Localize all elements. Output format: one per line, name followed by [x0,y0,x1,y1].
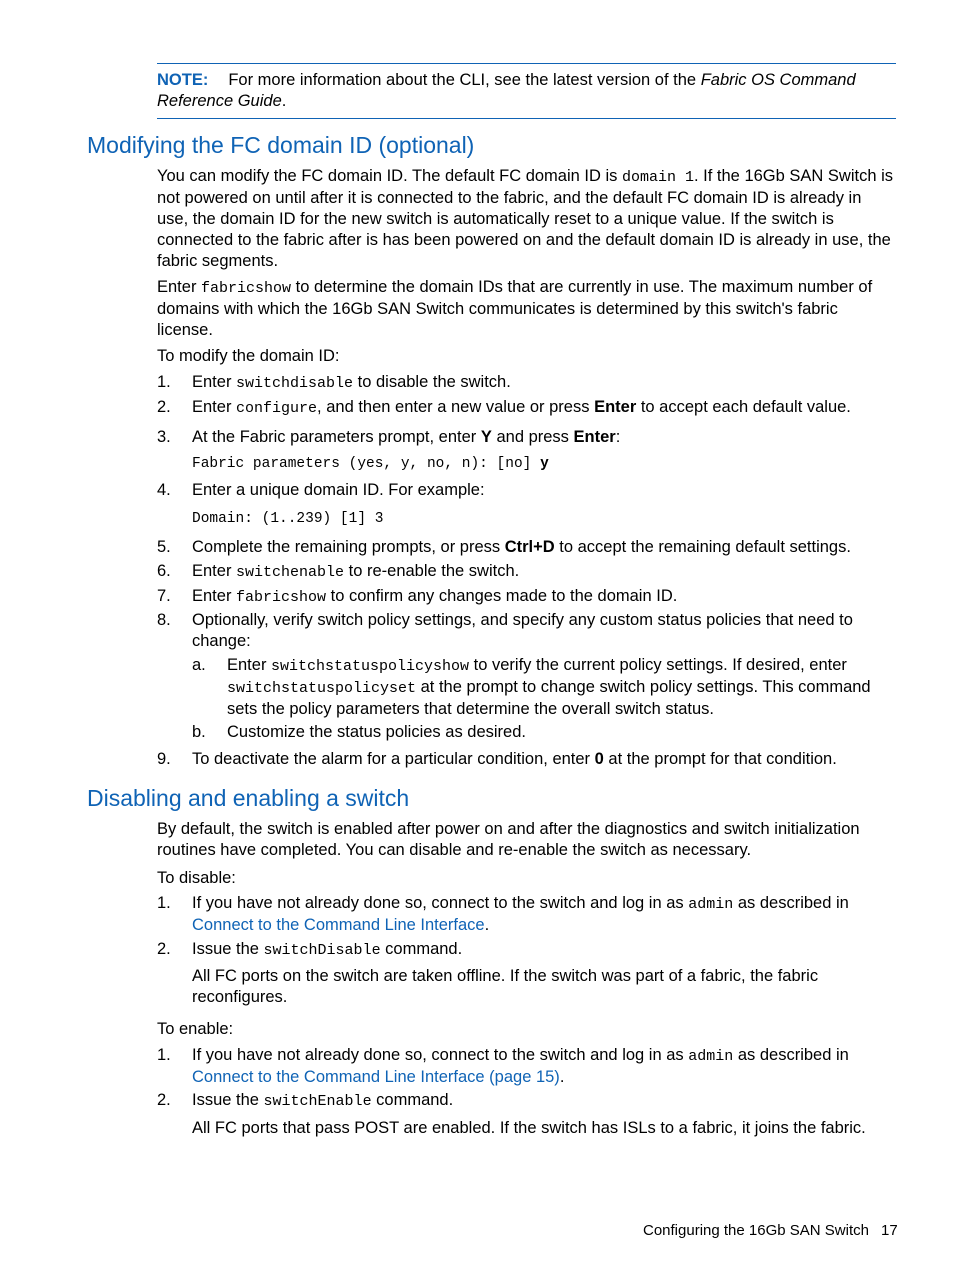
text: Enter [192,398,237,416]
text: Issue the [192,940,264,958]
list-number: 9. [157,750,171,768]
sub-list-item [192,722,897,743]
inline-code: switchstatuspolicyset [227,680,417,697]
section-heading-modify-domain-id: Modifying the FC domain ID (optional) [87,132,475,158]
text: Enter [192,562,237,580]
list-number: 1. [157,373,171,391]
text: to re-enable the switch. [344,562,520,580]
list-item [157,561,897,583]
list-number: 1. [157,894,171,912]
cli-connect-link[interactable]: Connect to the Command Line Interface [192,916,485,934]
list-number: 6. [157,562,171,580]
note-label: NOTE: [157,71,209,89]
list-item [157,893,897,936]
list-number: 4. [157,481,171,499]
text: to determine the domain IDs that are currently in use. The maximum number of domains with which the 16Gb SAN Switch communicates is determined by this switch's fabric license. [157,278,873,339]
text: command. [380,940,463,958]
paragraph: To disable: [157,869,236,887]
list-number: 8. [157,611,171,629]
list-item [157,1045,897,1088]
list-number: 2. [157,940,171,958]
text: and press [491,428,574,446]
list-item [157,480,897,501]
text: If you have not already done so, connect to the switch and log in as [192,894,689,912]
footer-title: Configuring the 16Gb SAN Switch [643,1222,869,1239]
text: command. [371,1091,454,1109]
inline-code: fabricshow [201,280,292,297]
text: Enter [192,373,237,391]
key-name: 0 [594,750,604,768]
text: as described in [733,1046,849,1064]
text: Issue the [192,1091,264,1109]
text: Enter [192,587,237,605]
list-item [157,749,897,770]
inline-code: fabricshow [236,589,327,606]
list-item [157,372,897,394]
inline-code: switchDisable [263,942,381,959]
text: . [559,1068,565,1086]
text: at the prompt to change switch policy settings. This command sets the policy parameters that determine the overall switch status. [227,678,871,718]
text: , and then enter a new value or press [317,398,595,416]
text: Enter [227,656,272,674]
list-item [157,427,897,448]
inline-code: admin [688,1048,734,1065]
key-name: Ctrl+D [504,538,555,556]
list-text: Enter a unique domain ID. For example: [192,481,485,499]
paragraph [157,277,897,341]
note-reference-title: Fabric OS Command Reference Guide [157,71,856,110]
inline-code: switchdisable [236,375,354,392]
paragraph: To enable: [157,1020,234,1038]
sub-list-item [192,655,897,720]
inline-code: switchstatuspolicyshow [271,658,470,675]
list-text: Customize the status policies as desired. [227,723,526,741]
list-item [157,610,897,652]
paragraph: To modify the domain ID: [157,347,340,365]
text: to disable the switch. [353,373,511,391]
list-number: 1. [157,1046,171,1064]
list-number: 5. [157,538,171,556]
text: to confirm any changes made to the domain ID. [326,587,678,605]
inline-code: switchenable [236,564,345,581]
list-item [157,939,897,961]
list-number: 7. [157,587,171,605]
list-letter: a. [192,656,206,674]
key-name: Y [480,428,492,446]
text: to accept the remaining default settings. [554,538,851,556]
list-letter: b. [192,723,206,741]
text: If you have not already done so, connect to the switch and log in as [192,1046,689,1064]
list-number: 2. [157,398,171,416]
text: At the Fabric parameters prompt, enter [192,428,481,446]
list-item [157,1090,897,1112]
inline-code: domain 1 [621,169,694,186]
paragraph: By default, the switch is enabled after power on and after the diagnostics and switch initialization routines have completed. You can disable and re-enable the switch as necessary. [157,820,860,859]
code-text: Fabric parameters (yes, y, no, n): [no] [192,456,541,472]
inline-code: admin [688,896,734,913]
list-item [157,586,897,608]
list-item [157,397,897,419]
page-number: 17 [881,1222,898,1239]
text: . [484,916,490,934]
list-text: Optionally, verify switch policy settings, and specify any custom status policies that need to change: [192,611,853,650]
note-text: For more information about the CLI, see the latest version of the [228,71,701,89]
text: : [615,428,621,446]
inline-code: switchEnable [263,1093,372,1110]
text: as described in [733,894,849,912]
cli-connect-page-link[interactable]: Connect to the Command Line Interface (page 15) [192,1068,560,1086]
inline-code: configure [236,400,318,417]
text: to accept each default value. [636,398,851,416]
text: to verify the current policy settings. If desired, enter [469,656,847,674]
paragraph [157,166,897,272]
paragraph: All FC ports that pass POST are enabled. If the switch has ISLs to a fabric, it joins the fabric. [192,1119,866,1137]
list-number: 2. [157,1091,171,1109]
note-box [157,63,896,119]
text: Complete the remaining prompts, or press [192,538,505,556]
text: at the prompt for that condition. [603,750,837,768]
code-input: y [540,456,549,472]
key-name: Enter [594,398,637,416]
code-example [192,454,549,475]
code-example: Domain: (1..239) [1] 3 [192,511,384,527]
note-text-end: . [281,92,287,110]
section-heading-disable-enable: Disabling and enabling a switch [87,785,410,811]
text: Enter [157,278,202,296]
paragraph: All FC ports on the switch are taken offline. If the switch was part of a fabric, the fabric reconfigures. [192,967,819,1006]
text: You can modify the FC domain ID. The default FC domain ID is [157,167,622,185]
text: To deactivate the alarm for a particular condition, enter [192,750,595,768]
text: . If the 16Gb SAN Switch is not powered on until after it is connected to the fabric, and the default FC domain ID is already in use, the domain ID for the new switch is automatically reset to a unique value. If the switch is connected to the fabric after is has been powered on and the default domain ID is already in use, the fabric segments. [157,167,893,270]
list-number: 3. [157,428,171,446]
list-item [157,537,897,558]
key-name: Enter [573,428,616,446]
